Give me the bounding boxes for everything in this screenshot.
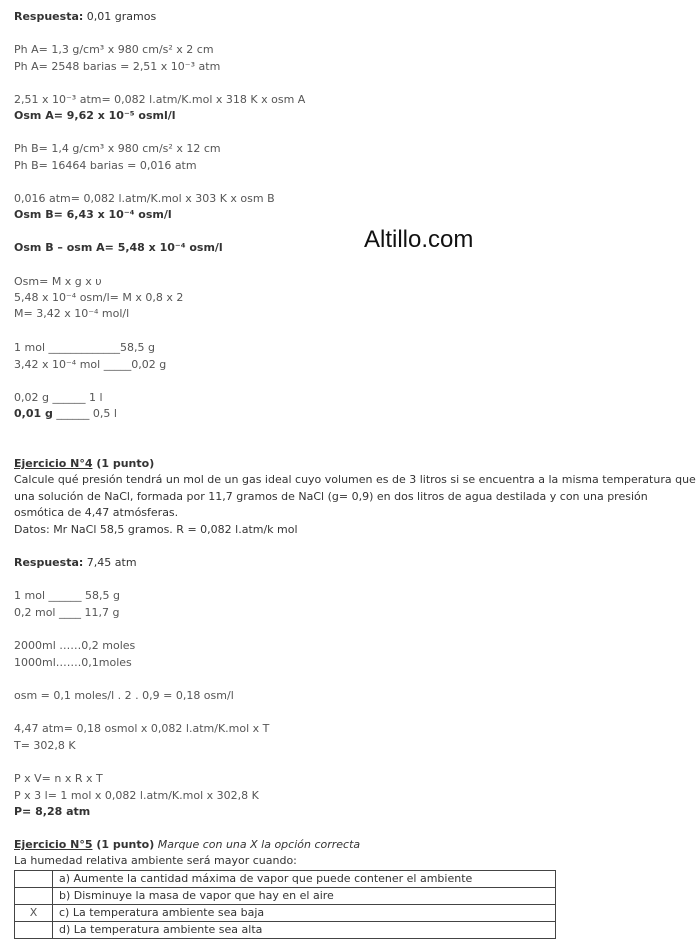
calc-line: 1000ml…….0,1moles xyxy=(14,656,132,669)
calc-result: Osm A= 9,62 x 10⁻⁵ osml/l xyxy=(14,109,176,122)
calc-line: 1 mol _____________58,5 g xyxy=(14,341,155,354)
calc-line: Ph B= 1,4 g/cm³ x 980 cm/s² x 12 cm xyxy=(14,142,221,155)
exercise-title: Ejercicio N°4 xyxy=(14,457,93,470)
answer-line xyxy=(14,555,137,572)
calc-line: 2,51 x 10⁻³ atm= 0,082 l.atm/K.mol x 318 K x osm A xyxy=(14,93,306,106)
calc-line: Osm= M x g x υ xyxy=(14,275,102,288)
exercise-5-question: La humedad relativa ambiente será mayor cuando: xyxy=(14,854,297,867)
option-row[interactable] xyxy=(15,888,556,905)
exercise-4-data: Datos: Mr NaCl 58,5 gramos. R = 0,082 l.atm/k mol xyxy=(14,523,298,536)
calc-result: Osm B= 6,43 x 10⁻⁴ osm/l xyxy=(14,208,172,221)
option-mark-cell[interactable]: X xyxy=(15,905,53,922)
option-text: a) Aumente la cantidad máxima de vapor que puede contener el ambiente xyxy=(53,871,556,888)
calc-line: 0,02 g ______ 1 l xyxy=(14,391,103,404)
calc-line: M= 3,42 x 10⁻⁴ mol/l xyxy=(14,307,130,320)
option-mark-cell[interactable] xyxy=(15,922,53,939)
answer-label: Respuesta: xyxy=(14,556,84,569)
calc-line: 2000ml ……0,2 moles xyxy=(14,639,136,652)
calc-line: T= 302,8 K xyxy=(14,739,76,752)
calc-line: 3,42 x 10⁻⁴ mol _____0,02 g xyxy=(14,358,167,371)
calc-line: Ph B= 16464 barias = 0,016 atm xyxy=(14,159,197,172)
exercise-title: Ejercicio N°5 xyxy=(14,838,93,851)
calc-line: Ph A= 1,3 g/cm³ x 980 cm/s² x 2 cm xyxy=(14,43,214,56)
calc-line: P x V= n x R x T xyxy=(14,772,103,785)
answer-value: 7,45 atm xyxy=(86,556,137,569)
options-table xyxy=(14,870,556,939)
exercise-5-heading xyxy=(14,837,360,854)
calc-rest: ______ 0,5 l xyxy=(52,407,117,420)
exercise-points: (1 punto) xyxy=(92,838,155,851)
option-mark-cell[interactable] xyxy=(15,888,53,905)
calc-line: 5,48 x 10⁻⁴ osm/l= M x 0,8 x 2 xyxy=(14,291,184,304)
watermark-logo: Altillo.com xyxy=(364,226,474,253)
option-text: b) Disminuye la masa de vapor que hay en el aire xyxy=(53,888,556,905)
answer-line xyxy=(14,9,156,26)
calc-line: Ph A= 2548 barias = 2,51 x 10⁻³ atm xyxy=(14,60,221,73)
option-mark-cell[interactable] xyxy=(15,871,53,888)
calc-result: Osm B – osm A= 5,48 x 10⁻⁴ osm/l xyxy=(14,241,223,254)
calc-line: 0,2 mol ____ 11,7 g xyxy=(14,606,120,619)
exercise-instruction: Marque con una X la opción correcta xyxy=(154,838,361,851)
exercise-4-statement: Calcule qué presión tendrá un mol de un gas ideal cuyo volumen es de 3 litros si se encuentra a la misma temperatura que una solución de NaCl, formada por 11,7 gramos de NaCl (g= 0,9) en dos litros de agua destilada y con una presión osmótica de 4,47 atmósferas. xyxy=(14,473,696,519)
option-text: d) La temperatura ambiente sea alta xyxy=(53,922,556,939)
option-row[interactable] xyxy=(15,905,556,922)
calc-line: 1 mol ______ 58,5 g xyxy=(14,589,120,602)
option-row[interactable] xyxy=(15,871,556,888)
option-text: c) La temperatura ambiente sea baja xyxy=(53,905,556,922)
calc-line: 0,016 atm= 0,082 l.atm/K.mol x 303 K x osm B xyxy=(14,192,275,205)
calc-highlight: 0,01 g xyxy=(14,407,53,420)
answer-label: Respuesta: xyxy=(14,10,84,23)
calc-line: 4,47 atm= 0,18 osmol x 0,082 l.atm/K.mol x T xyxy=(14,722,270,735)
exercise-points: (1 punto) xyxy=(92,457,155,470)
answer-value: 0,01 gramos xyxy=(86,10,157,23)
exercise-4-heading xyxy=(14,456,154,473)
calc-line: P x 3 l= 1 mol x 0,082 l.atm/K.mol x 302,8 K xyxy=(14,789,259,802)
option-row[interactable] xyxy=(15,922,556,939)
calc-result: P= 8,28 atm xyxy=(14,805,91,818)
calc-line: osm = 0,1 moles/l . 2 . 0,9 = 0,18 osm/l xyxy=(14,689,234,702)
calc-line xyxy=(14,406,117,423)
